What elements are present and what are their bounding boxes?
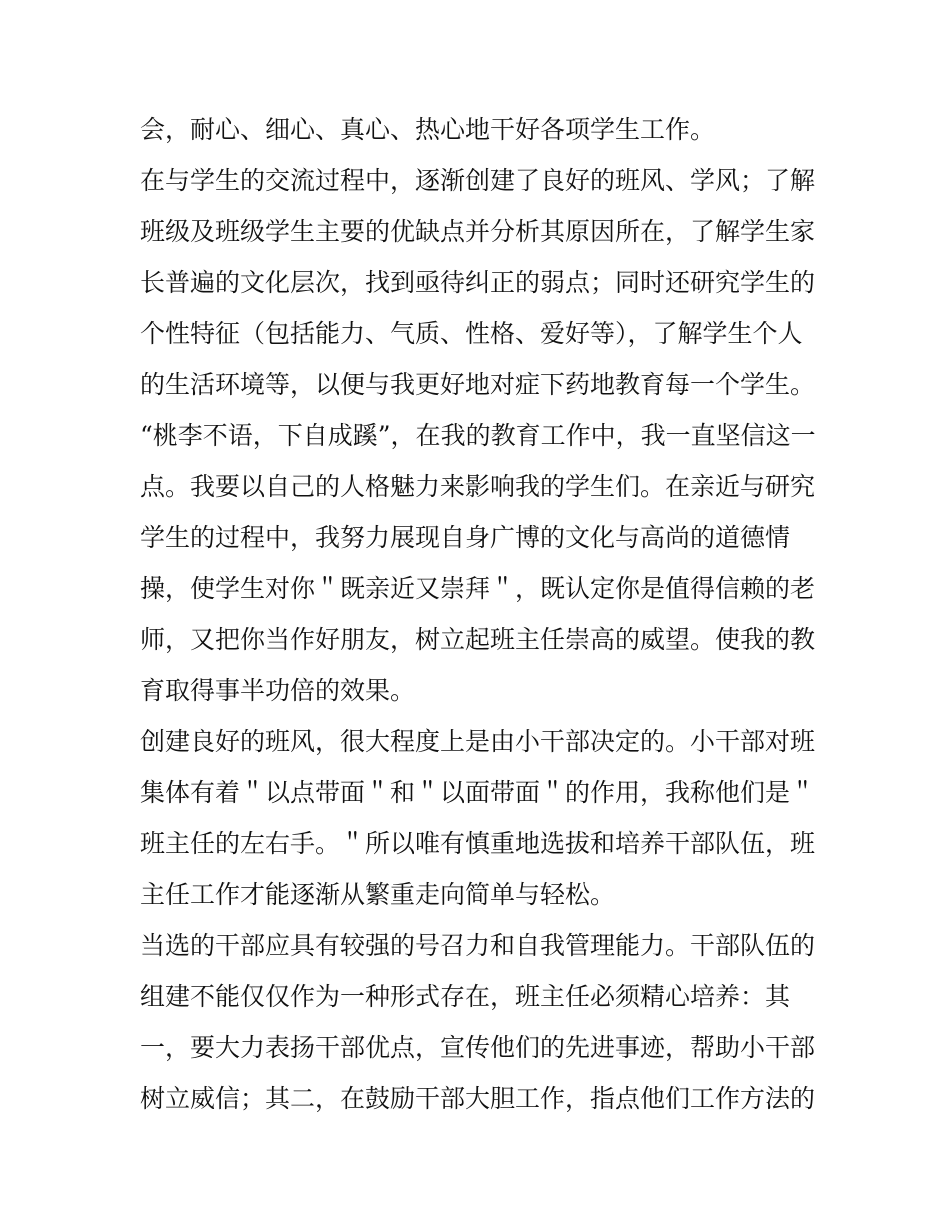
text-line: 育取得事半功倍的效果。 (140, 676, 416, 705)
document-body (140, 104, 820, 1124)
text-line: 操，使学生对你＂既亲近又崇拜＂，既认定你是值得信赖的老 (140, 574, 816, 603)
text-line: 主任工作才能逐渐从繁重走向简单与轻松。 (140, 880, 616, 909)
text-line: 一，要大力表扬干部优点，宣传他们的先进事迹，帮助小干部 (140, 1033, 816, 1062)
text-line: 在与学生的交流过程中，逐渐创建了良好的班风、学风；了解 (140, 166, 816, 195)
text-line: 班主任的左右手。＂所以唯有慎重地选拔和培养干部队伍，班 (140, 829, 816, 858)
text-line: 当选的干部应具有较强的号召力和自我管理能力。干部队伍的 (140, 931, 816, 960)
text-line: 会，耐心、细心、真心、热心地干好各项学生工作。 (140, 115, 716, 144)
text-line: 长普遍的文化层次，找到亟待纠正的弱点；同时还研究学生的 (140, 268, 816, 297)
text-line: 创建良好的班风，很大程度上是由小干部决定的。小干部对班 (140, 727, 816, 756)
text-line: 组建不能仅仅作为一种形式存在，班主任必须精心培养：其 (140, 982, 791, 1011)
text-line: 班级及班级学生主要的优缺点并分析其原因所在，了解学生家 (140, 217, 816, 246)
text-line: 师，又把你当作好朋友，树立起班主任崇高的威望。使我的教 (140, 625, 816, 654)
text-line: 集体有着＂以点带面＂和＂以面带面＂的作用，我称他们是＂ (140, 778, 816, 807)
text-line: 树立威信；其二，在鼓励干部大胆工作，指点他们工作方法的 (140, 1084, 816, 1113)
text-line: “桃李不语，下自成蹊”，在我的教育工作中，我一直坚信这一 (140, 421, 816, 450)
text-line: 的生活环境等，以便与我更好地对症下药地教育每一个学生。 (140, 370, 816, 399)
text-line: 点。我要以自己的人格魅力来影响我的学生们。在亲近与研究 (140, 472, 816, 501)
text-line: 学生的过程中，我努力展现自身广博的文化与高尚的道德情 (140, 523, 791, 552)
text-line: 个性特征（包括能力、气质、性格、爱好等），了解学生个人 (140, 319, 803, 348)
